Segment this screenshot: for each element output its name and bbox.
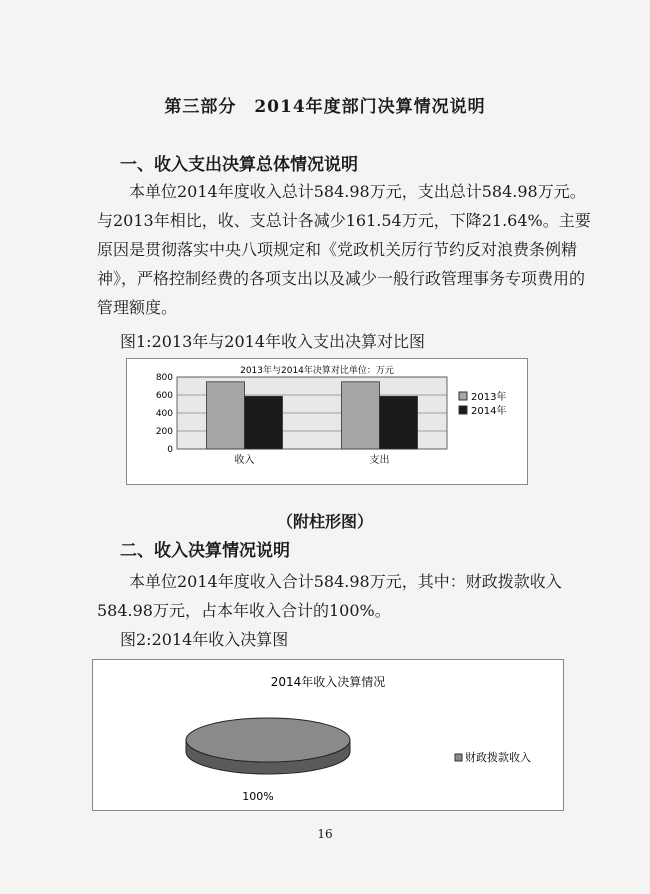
pie-chart-box <box>92 659 564 811</box>
y-tick-label: 0 <box>167 445 173 455</box>
figure-1-label: 图1:2013年与2014年收入支出决算对比图 <box>120 332 426 351</box>
bar-chart-box <box>126 358 528 485</box>
pie-data-label: 100% <box>242 790 274 803</box>
chart-title: 2014年收入决算情况 <box>270 675 386 689</box>
x-tick-label: 收入 <box>234 455 255 466</box>
page-title: 第三部分 2014年度部门决算情况说明 <box>164 97 486 117</box>
figure-1-caption: （附柱形图） <box>276 512 373 531</box>
y-tick-label: 800 <box>155 373 173 383</box>
bar <box>245 396 283 449</box>
y-tick-label: 600 <box>155 391 173 401</box>
bar <box>380 396 418 449</box>
legend-label: 财政拨款收入 <box>465 751 531 764</box>
y-tick-label: 400 <box>155 409 173 419</box>
section-2-paragraph <box>97 567 593 625</box>
section-1-text: 本单位2014年度收入总计584.98万元，支出总计584.98万元。与2013年相比，收、支总计各减少161.54万元，下降21.64%。主要原因是贯彻落实中央八项规定和《党政机关厉行节约反对浪费条例精神》，严格控制经费的各项支出以及减少一般行政管理事务专项费用的管理额度。 <box>97 182 591 317</box>
section-2-heading: 二、收入决算情况说明 <box>120 541 290 561</box>
legend-label: 2014年 <box>471 406 507 417</box>
page-number: 16 <box>317 827 333 841</box>
section-1-paragraph <box>97 177 593 322</box>
pie-slice <box>186 718 350 762</box>
chart-title: 2013年与2014年决算对比单位：万元 <box>240 366 394 376</box>
x-tick-label: 支出 <box>369 455 390 466</box>
figure-2-label: 图2:2014年收入决算图 <box>120 630 289 649</box>
legend-swatch <box>455 754 462 761</box>
bar <box>342 382 380 449</box>
section-2-text: 本单位2014年度收入合计584.98万元，其中：财政拨款收入584.98万元，占本年收入合计的100%。 <box>97 572 562 620</box>
legend-swatch <box>459 392 467 400</box>
pie-chart <box>93 660 563 810</box>
bar-chart <box>127 359 527 484</box>
section-1-heading: 一、收入支出决算总体情况说明 <box>120 155 358 175</box>
y-tick-label: 200 <box>155 427 173 437</box>
bar <box>207 382 245 449</box>
legend-swatch <box>459 406 467 414</box>
legend-label: 2013年 <box>471 392 507 403</box>
